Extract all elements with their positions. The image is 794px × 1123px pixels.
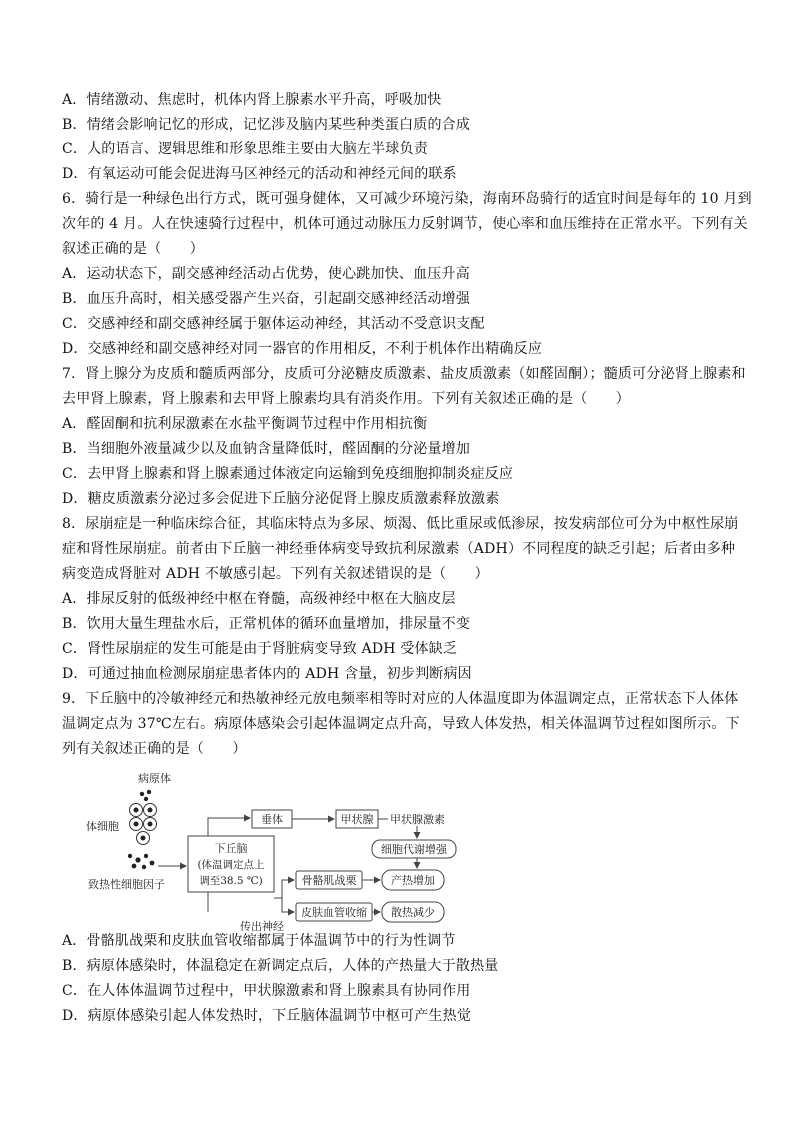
q7-stem-line1: 7．肾上腺分为皮质和髓质两部分，皮质可分泌糖皮质激素、盐皮质激素（如醛固酮）；髓质可分泌肾上腺素和 — [62, 366, 746, 382]
q7-option-b: B．当细胞外液量减少以及血钠含量降低时，醛固酮的分泌量增加 — [62, 441, 471, 457]
q7-option-c: C．去甲肾上腺素和肾上腺素通过体液定向运输到免疫细胞抑制炎症反应 — [62, 466, 514, 482]
pituitary-label: 垂体 — [261, 813, 283, 826]
q6-stem-line1: 6．骑行是一种绿色出行方式，既可强身健体，又可减少环境污染，海南环岛骑行的适宜时间是每年的 10 月到 — [62, 191, 752, 207]
q5-option-d: D．有氧运动可能会促进海马区神经元的活动和神经元间的联系 — [62, 166, 457, 182]
q6-option-c: C．交感神经和副交感神经属于躯体运动神经，其活动不受意识支配 — [62, 316, 485, 332]
q8-stem-line1: 8．尿崩症是一种临床综合征，其临床特点为多尿、烦渴、低比重尿或低渗尿，按发病部位可分为中枢性尿崩 — [62, 516, 739, 532]
body-cells — [130, 804, 157, 845]
pathogen-label: 病原体 — [138, 772, 171, 785]
q8-option-a: A．排尿反射的低级神经中枢在脊髓，高级神经中枢在大脑皮层 — [62, 591, 456, 607]
q6-stem-line3: 叙述正确的是（ ） — [62, 241, 204, 257]
q9-option-d: D．病原体感染引起人体发热时，下丘脑体温调节中枢可产生热觉 — [62, 1008, 472, 1024]
q8-option-d: D．可通过抽血检测尿崩症患者体内的 ADH 含量，初步判断病因 — [62, 666, 472, 682]
thyroid-hormone-label: 甲状腺激素 — [390, 813, 445, 826]
q7-stem-line2: 去甲肾上腺素，肾上腺素和去甲肾上腺素均具有消炎作用。下列有关叙述正确的是（ ） — [62, 391, 630, 407]
q8-stem-line3: 病变造成肾脏对 ADH 不敏感引起。下列有关叙述错误的是（ ） — [62, 566, 489, 582]
q7-option-d: D．糖皮质激素分泌过多会促进下丘脑分泌促肾上腺皮质激素释放激素 — [62, 491, 500, 507]
shivering-label: 骨骼肌战栗 — [301, 874, 357, 887]
hypothalamus-line2: (体温调定点上 — [197, 859, 265, 871]
q9-stem-line3: 列有关叙述正确的是（ ） — [62, 741, 247, 757]
q5-option-a: A．情绪激动、焦虑时，机体内肾上腺素水平升高，呼吸加快 — [62, 92, 442, 108]
heat-production-label: 产热增加 — [391, 874, 435, 887]
body-cell-label: 体细胞 — [86, 820, 119, 833]
hypothalamus-title: 下丘脑 — [214, 842, 248, 855]
q9-option-b: B．病原体感染时，体温稳定在新调定点后，人体的产热量大于散热量 — [62, 958, 499, 974]
cytokine-dots — [128, 854, 155, 869]
q9-option-a: A．骨骼肌战栗和皮肤血管收缩都属于体温调节中的行为性调节 — [62, 933, 456, 949]
q8-stem-line2: 症和肾性尿崩症。前者由下丘脑一神经垂体病变导致抗利尿激素（ADH）不同程度的缺乏引起；后者由多种 — [62, 541, 736, 557]
q5-option-b: B．情绪会影响记忆的形成，记忆涉及脑内某些种类蛋白质的合成 — [62, 117, 471, 133]
q9-stem-line1: 9．下丘脑中的冷敏神经元和热敏神经元放电频率相等时对应的人体温度即为体温调定点，正常状态下人体体 — [62, 691, 739, 707]
pathogen-dots — [140, 790, 151, 801]
thermoregulation-diagram — [82, 768, 462, 938]
q5-option-c: C．人的语言、逻辑思维和形象思维主要由大脑左半球负责 — [62, 141, 428, 157]
thyroid-label: 甲状腺 — [340, 813, 374, 826]
q6-option-b: B．血压升高时，相关感受器产生兴奋，引起副交感神经活动增强 — [62, 291, 471, 307]
q8-option-b: B．饮用大量生理盐水后，正常机体的循环血量增加，排尿量不变 — [62, 616, 471, 632]
q9-stem-line2: 温调定点为 37℃左右。病原体感染会引起体温调定点升高，导致人体发热，相关体温调节过程如图所示。下 — [62, 716, 740, 732]
q7-option-a: A．醛固酮和抗利尿激素在水盐平衡调节过程中作用相抗衡 — [62, 416, 428, 432]
heat-loss-label: 散热减少 — [391, 906, 435, 919]
pyrogen-label: 致热性细胞因子 — [88, 878, 165, 891]
vasoconstriction-label: 皮肤血管收缩 — [301, 906, 367, 919]
q8-option-c: C．肾性尿崩症的发生可能是由于肾脏病变导致 ADH 受体缺乏 — [62, 641, 458, 657]
q6-option-d: D．交感神经和副交感神经对同一器官的作用相反，不利于机体作出精确反应 — [62, 341, 543, 357]
efferent-nerve-label: 传出神经 — [240, 920, 284, 933]
metabolism-label: 细胞代谢增强 — [381, 843, 447, 856]
q6-option-a: A．运动状态下，副交感神经活动占优势，使心跳加快、血压升高 — [62, 266, 470, 282]
q9-option-c: C．在人体体温调节过程中，甲状腺激素和肾上腺素具有协同作用 — [62, 983, 471, 999]
hypothalamus-line3: 调至38.5 ℃) — [199, 875, 263, 887]
q6-stem-line2: 次年的 4 月。人在快速骑行过程中，机体可通过动脉压力反射调节，使心率和血压维持在正常水平。下列有关 — [62, 216, 748, 232]
